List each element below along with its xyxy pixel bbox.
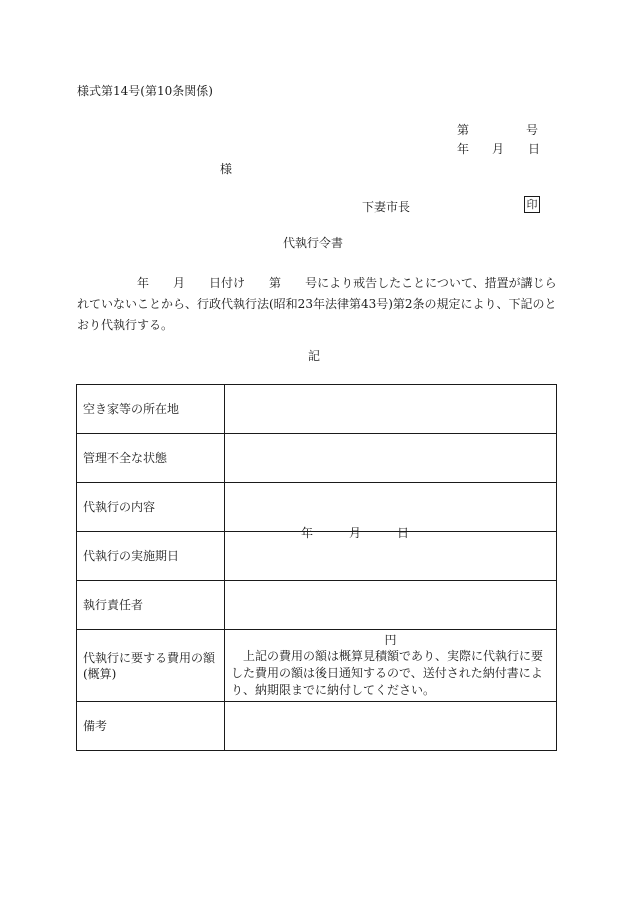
remarks-label: 備考 (77, 702, 225, 751)
form-number: 様式第14号(第10条関係) (77, 84, 213, 98)
document-number-suffix: 号 (526, 123, 539, 137)
cost-yen: 円 (384, 633, 397, 647)
issue-date-month: 月 (492, 142, 505, 156)
cost-value[interactable] (225, 630, 557, 702)
document-number-prefix: 第 (457, 123, 470, 137)
recipient-honorific: 様 (220, 162, 233, 176)
seal-mark: 印 (524, 196, 540, 213)
issuer-name: 下妻市長 (362, 200, 411, 214)
cost-note: 上記の費用の額は概算見積額であり、実際に代執行に要した費用の額は後日通知するので、送付された納付書により、納期限までに納付してください。 (231, 649, 544, 697)
content-value[interactable] (225, 483, 557, 532)
table-row (77, 532, 557, 581)
table-row (77, 385, 557, 434)
cost-label-line-2: (概算) (83, 666, 117, 681)
details-table (76, 384, 557, 751)
exec-date-month: 月 (349, 526, 362, 540)
condition-value[interactable] (225, 434, 557, 483)
body-line-3: おり代執行する。 (77, 318, 174, 332)
officer-label: 執行責任者 (77, 581, 225, 630)
location-label: 空き家等の所在地 (77, 385, 225, 434)
document-title: 代執行令書 (283, 236, 344, 250)
body-year: 年 (137, 276, 150, 290)
table-row (77, 434, 557, 483)
issue-date-day: 日 (528, 142, 541, 156)
ki-heading: 記 (308, 349, 321, 363)
body-line-2: れていないことから、行政代執行法(昭和23年法律第43号)第2条の規定により、下記のと (77, 297, 557, 311)
table-row (77, 483, 557, 532)
condition-label: 管理不全な状態 (77, 434, 225, 483)
body-month: 月 (173, 276, 186, 290)
content-label: 代執行の内容 (77, 483, 225, 532)
date-value[interactable] (225, 526, 557, 581)
officer-value[interactable] (225, 581, 557, 630)
cost-label (77, 630, 225, 702)
remarks-value[interactable] (225, 702, 557, 751)
body-line-1-rest: 号により戒告したことについて、措置が講じら (305, 276, 557, 290)
exec-date-year: 年 (301, 526, 314, 540)
body-line-1 (77, 273, 557, 294)
location-value[interactable] (225, 385, 557, 434)
body-number-prefix: 第 (269, 276, 282, 290)
table-row (77, 630, 557, 702)
body-dated: 日付け (209, 276, 246, 290)
table-row (77, 702, 557, 751)
date-label: 代執行の実施期日 (77, 532, 225, 581)
cost-label-line-1: 代執行に要する費用の額 (83, 650, 216, 665)
body-paragraph (77, 273, 557, 336)
issue-date-year: 年 (457, 142, 470, 156)
table-row (77, 581, 557, 630)
exec-date-day: 日 (397, 526, 410, 540)
